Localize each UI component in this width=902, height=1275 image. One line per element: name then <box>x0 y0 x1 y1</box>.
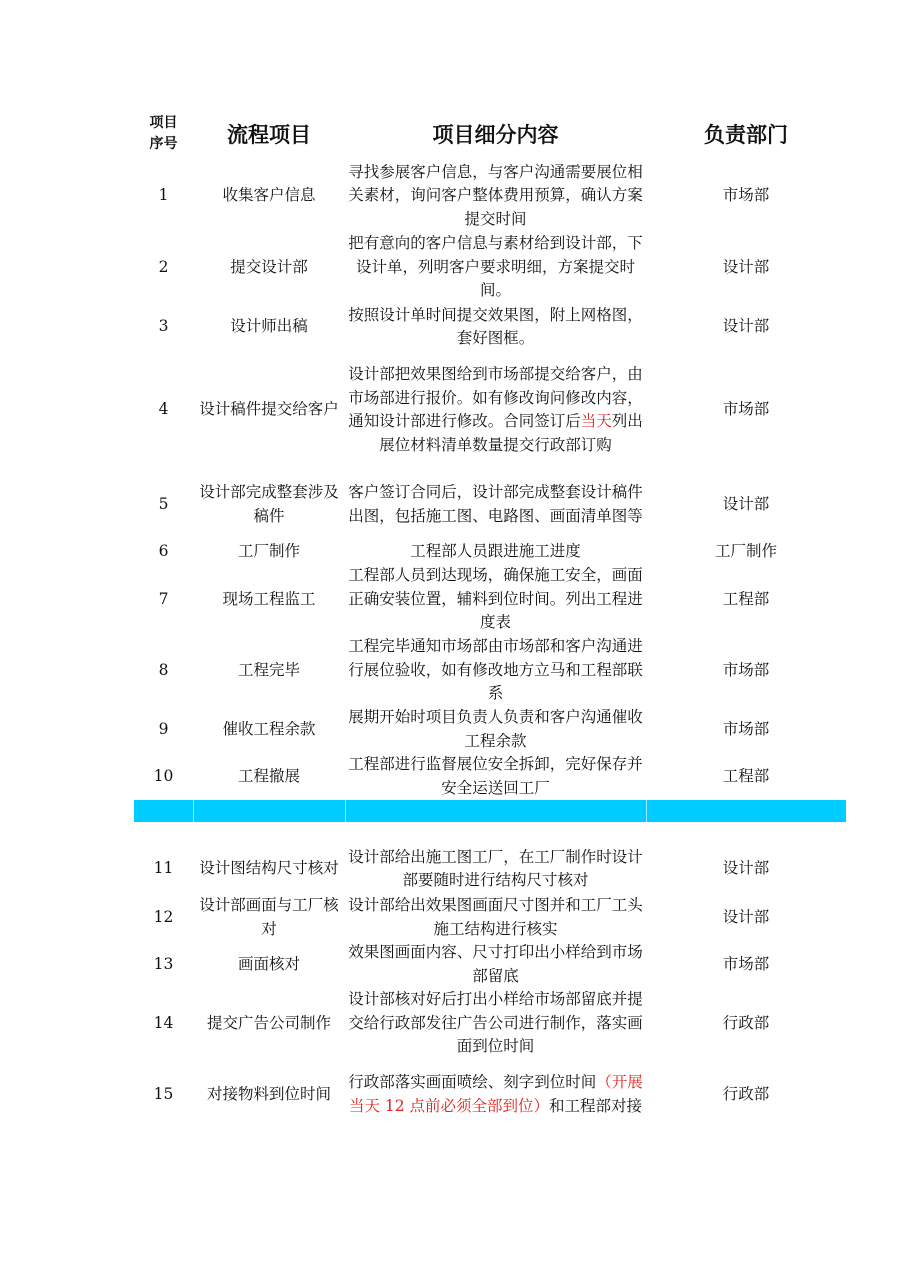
row-dept: 设计部 <box>722 317 770 336</box>
row-dept: 设计部 <box>722 257 770 276</box>
row-dept: 行政部 <box>722 1084 770 1103</box>
content-text: 行政部落实画面喷绘、刻字到位时间 <box>348 1073 597 1091</box>
row-dept: 市场部 <box>722 660 770 679</box>
row-item: 对接物料到位时间 <box>206 1084 331 1103</box>
row-content: 客户签订合同后，设计部完成整套设计稿件出图，包括施工图、电路图、画面清单图等 <box>348 483 643 525</box>
header-content: 项目细分内容 <box>432 123 559 147</box>
content-text: 和工程部对接 <box>549 1096 643 1115</box>
row-dept: 市场部 <box>722 400 770 419</box>
row-content: 设计部核对好后打出小样给市场部留底并提交给行政部发往广告公司进行制作，落实画面到位时间 <box>348 990 643 1056</box>
header-no <box>134 108 193 160</box>
divider-cell <box>646 800 846 822</box>
row-dept: 市场部 <box>722 954 770 973</box>
row-item: 设计部完成整套涉及稿件 <box>199 483 339 525</box>
row-content: 设计部给出施工图工厂，在工厂制作时设计部要随时进行结构尺寸核对 <box>348 847 643 889</box>
row-dept: 设计部 <box>722 494 770 513</box>
row-no: 6 <box>158 542 169 561</box>
row-item: 现场工程监工 <box>222 589 316 608</box>
header-item: 流程项目 <box>227 123 311 147</box>
row-item: 提交广告公司制作 <box>206 1013 331 1032</box>
row-no: 15 <box>153 1084 174 1103</box>
row-no: 3 <box>158 317 169 336</box>
highlight-text: 当天 <box>580 412 612 430</box>
row-no: 7 <box>158 589 169 608</box>
table-row <box>134 232 846 303</box>
table-row <box>134 635 846 706</box>
divider-cell <box>193 800 345 822</box>
table-row <box>134 469 846 540</box>
header-dept: 负责部门 <box>704 123 788 147</box>
table-row <box>134 351 846 469</box>
content-text: 设计部把效果图给到市场部提交给客户，由市场部进行报价。如有修改询问修改内容，通知设计部进行修改。合同签订后 <box>348 365 643 430</box>
table-row <box>134 753 846 800</box>
row-item: 提交设计部 <box>230 257 308 276</box>
row-content: 按照设计单时间提交效果图，附上网格图，套好图框。 <box>348 305 643 347</box>
row-no: 4 <box>158 400 169 419</box>
row-item: 设计部画面与工厂核对 <box>199 896 339 938</box>
process-sheet <box>134 108 846 1130</box>
table-row <box>134 941 846 988</box>
row-content: 工程部人员跟进施工进度 <box>410 542 581 561</box>
table-row <box>134 160 846 232</box>
row-item: 设计图结构尺寸核对 <box>199 859 339 878</box>
row-item: 设计师出稿 <box>230 317 308 336</box>
table-row <box>134 564 846 635</box>
header-no-line2: 序号 <box>149 136 178 152</box>
header-no-line1: 项目 <box>149 115 178 131</box>
row-dept: 工程部 <box>722 766 770 785</box>
row-no: 11 <box>153 859 174 878</box>
table-row <box>134 1059 846 1130</box>
row-no: 14 <box>153 1013 174 1032</box>
header-row <box>134 108 846 160</box>
row-item: 画面核对 <box>237 954 300 973</box>
row-item: 催收工程余款 <box>222 719 316 738</box>
row-item: 工程撤展 <box>237 766 300 785</box>
row-dept: 行政部 <box>722 1013 770 1032</box>
row-item: 工程完毕 <box>237 660 300 679</box>
divider-cell <box>134 800 193 822</box>
row-content: 寻找参展客户信息，与客户沟通需要展位相关素材，询问客户整体费用预算，确认方案提交时间 <box>348 162 643 228</box>
table-row <box>134 540 846 564</box>
row-dept: 设计部 <box>722 907 770 926</box>
row-content <box>345 351 646 469</box>
row-no: 1 <box>158 186 169 205</box>
row-content <box>345 1059 646 1130</box>
row-content: 工程完毕通知市场部由市场部和客户沟通进行展位验收，如有修改地方立马和工程部联系 <box>348 637 643 703</box>
divider-cell <box>345 800 646 822</box>
row-content: 把有意向的客户信息与素材给到设计部，下设计单，列明客户要求明细，方案提交时间。 <box>348 234 643 300</box>
row-no: 5 <box>158 494 169 513</box>
row-no: 12 <box>153 907 174 926</box>
row-content: 展期开始时项目负责人负责和客户沟通催收工程余款 <box>348 708 643 750</box>
row-item: 收集客户信息 <box>222 186 316 205</box>
section-divider <box>134 800 846 822</box>
table-row <box>134 894 846 941</box>
table-row <box>134 822 846 894</box>
row-item: 工厂制作 <box>237 542 300 561</box>
row-dept: 设计部 <box>722 859 770 878</box>
highlight-text: （开展当天 12 点前必须全部到位） <box>348 1073 643 1115</box>
table-row <box>134 303 846 351</box>
row-content: 效果图画面内容、尺寸打印出小样给到市场部留底 <box>348 943 643 985</box>
row-no: 9 <box>158 719 169 738</box>
row-dept: 工厂制作 <box>714 542 777 561</box>
row-item: 设计稿件提交给客户 <box>199 400 339 419</box>
row-no: 8 <box>158 660 169 679</box>
row-dept: 市场部 <box>722 186 770 205</box>
row-no: 10 <box>153 766 174 785</box>
row-dept: 市场部 <box>722 719 770 738</box>
content-text: 列出展位材料清单数量提交行政部订购 <box>379 412 643 454</box>
row-no: 2 <box>158 257 169 276</box>
table-row <box>134 988 846 1059</box>
row-content: 工程部进行监督展位安全拆卸，完好保存并安全运送回工厂 <box>348 755 643 797</box>
table-row <box>134 706 846 753</box>
row-content: 设计部给出效果图画面尺寸图并和工厂工头施工结构进行核实 <box>348 896 643 938</box>
row-dept: 工程部 <box>722 589 770 608</box>
row-no: 13 <box>153 954 174 973</box>
row-content: 工程部人员到达现场，确保施工安全，画面正确安装位置，辅料到位时间。列出工程进度表 <box>348 566 643 632</box>
process-table <box>134 108 846 1130</box>
